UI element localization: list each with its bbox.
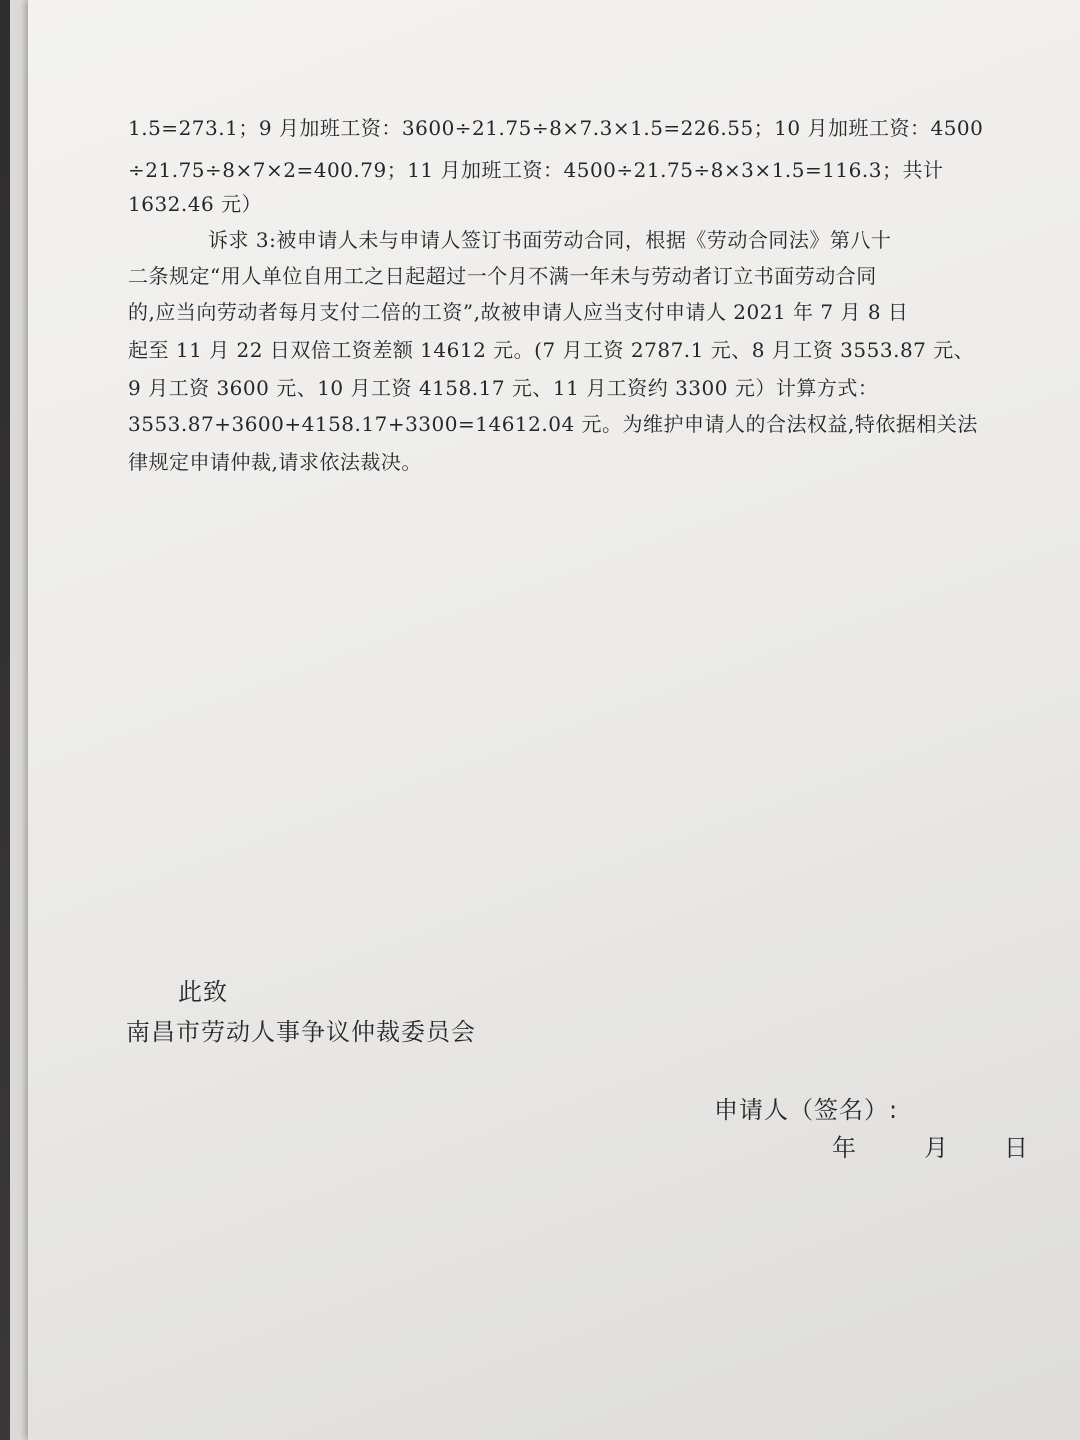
body-line-1: 1.5=273.1；9 月加班工资：3600÷21.75÷8×7.3×1.5=226.55；10 月加班工资：4500 xyxy=(128,116,984,140)
salutation: 此致 xyxy=(178,978,228,1006)
body-line-7: 起至 11 月 22 日双倍工资差额 14612 元。(7 月工资 2787.1 元、8 月工资 3553.87 元、 xyxy=(128,338,975,362)
body-line-4: 诉求 3:被申请人未与申请人签订书面劳动合同，根据《劳动合同法》第八十 xyxy=(208,228,892,252)
body-line-2: ÷21.75÷8×7×2=400.79；11 月加班工资：4500÷21.75÷8×3×1.5=116.3；共计 xyxy=(128,158,944,182)
body-line-3: 1632.46 元） xyxy=(128,192,263,216)
applicant-signature-label: 申请人（签名）: xyxy=(714,1096,899,1124)
body-line-5: 二条规定“用人单位自用工之日起超过一个月不满一年未与劳动者订立书面劳动合同 xyxy=(128,264,877,288)
body-line-6: 的,应当向劳动者每月支付二倍的工资”,故被申请人应当支付申请人 2021 年 7 月 8 日 xyxy=(128,300,909,324)
body-line-9: 3553.87+3600+4158.17+3300=14612.04 元。为维护申请人的合法权益,特依据相关法 xyxy=(128,412,978,436)
recipient: 南昌市劳动人事争议仲裁委员会 xyxy=(126,1018,476,1046)
date-month-label: 月 xyxy=(924,1134,949,1162)
date-day-label: 日 xyxy=(1004,1134,1029,1162)
body-line-10: 律规定申请仲裁,请求依法裁决。 xyxy=(128,450,422,474)
body-line-8: 9 月工资 3600 元、10 月工资 4158.17 元、11 月工资约 3300 元）计算方式： xyxy=(128,376,879,400)
document-page xyxy=(28,0,1080,1440)
date-year-label: 年 xyxy=(832,1134,857,1162)
